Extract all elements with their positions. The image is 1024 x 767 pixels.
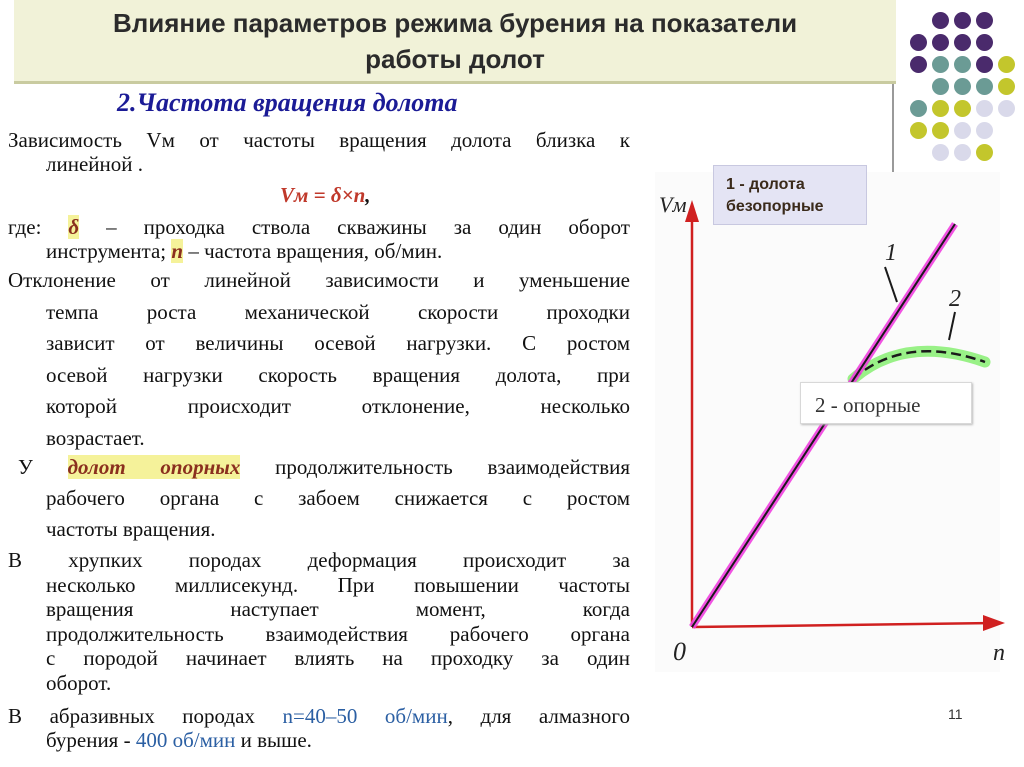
series-1-line (692, 224, 955, 627)
paragraph-line: продолжительность взаимодействия рабочего органа (46, 621, 630, 646)
paragraph-abrasive-line2 (46, 728, 630, 752)
paragraph-line: Отклонение от линейной зависимости и уменьшение (8, 268, 630, 292)
formula-comma: , (365, 183, 371, 207)
decorative-dot (932, 12, 949, 29)
n-definition: – частота вращения, об/мин. (183, 239, 443, 263)
origin-label: 0 (673, 637, 686, 666)
diamond-text: бурения - (46, 728, 136, 752)
divider-line (892, 84, 894, 182)
paragraph-line: рабочего органа с забоем снижается с ростом (46, 486, 630, 510)
page-number: 11 (948, 706, 963, 722)
decorative-dot (954, 78, 971, 95)
legend-item-non-bearing (713, 165, 867, 225)
series-1-label: 1 (885, 240, 897, 266)
where-label: где: (8, 215, 69, 239)
paragraph-roller-bits (18, 455, 630, 479)
paragraph-line: осевой нагрузки скорость вращения долота, при (46, 362, 630, 387)
y-axis-label: Vм (659, 192, 687, 217)
roller-text: продолжительность взаимодействия (240, 455, 631, 479)
series-1-pointer (885, 267, 897, 302)
n-symbol: n (171, 239, 184, 263)
roller-prefix: У (18, 455, 68, 479)
decorative-dot (910, 56, 927, 73)
decorative-dot (976, 56, 993, 73)
paragraph-where (8, 215, 630, 239)
legend-item-1-line1: 1 - долота (726, 176, 805, 193)
series-2-pointer (949, 312, 955, 340)
decorative-dot (998, 100, 1015, 117)
decorative-dot (976, 34, 993, 51)
decorative-dot (998, 56, 1015, 73)
slide-title-box (14, 0, 896, 84)
paragraph-line: с породой начинает влиять на проходку за один (46, 646, 630, 670)
delta-definition: – проходка ствола скважины за один оборот (79, 215, 630, 239)
decorative-dot (932, 144, 949, 161)
paragraph-line: несколько миллисекунд. При повышении частоты (46, 572, 630, 597)
subtitle: 2.Частота вращения долота (117, 88, 458, 117)
paragraph-line: темпа роста механической скорости проходки (46, 299, 630, 324)
decorative-dot (976, 100, 993, 117)
slide-title-line2: работы долот (365, 43, 545, 74)
x-axis (692, 623, 995, 627)
decorative-dot (910, 122, 927, 139)
decorative-dot (976, 122, 993, 139)
paragraph-where-line2 (46, 239, 630, 263)
decorative-dot (932, 100, 949, 117)
decorative-dot (954, 34, 971, 51)
decorative-dot (932, 34, 949, 51)
x-axis-label: n (993, 640, 1005, 666)
decorative-dot (932, 78, 949, 95)
diamond-suffix: и выше. (235, 728, 312, 752)
decorative-dot (932, 122, 949, 139)
paragraph-line: которой происходит отклонение, несколько (46, 394, 630, 418)
decorative-dot (976, 78, 993, 95)
decorative-dot (976, 144, 993, 161)
paragraph-abrasive (8, 704, 630, 728)
paragraph-line: линейной . (46, 152, 143, 176)
decorative-dot (976, 12, 993, 29)
formula (280, 183, 371, 208)
paragraph-line: оборот. (46, 670, 112, 695)
abrasive-mid: , для алмазного (447, 704, 630, 728)
paragraph-line: В хрупких породах деформация происходит за (8, 548, 630, 572)
abrasive-prefix: В абразивных породах (8, 704, 283, 728)
decorative-dot (932, 56, 949, 73)
paragraph-dependence (8, 128, 630, 152)
decorative-dot (954, 122, 971, 139)
paragraph-line: зависит от величины осевой нагрузки. С ростом (46, 331, 630, 355)
decorative-dots (910, 12, 1020, 168)
series-2-label: 2 (949, 286, 961, 312)
legend-item-1-line2: безопорные (726, 198, 824, 215)
decorative-dot (954, 144, 971, 161)
decorative-dot (954, 12, 971, 29)
decorative-dot (998, 78, 1015, 95)
formula-expression: Vм = δ×n (280, 183, 366, 207)
diamond-value: 400 об/мин (135, 728, 236, 752)
decorative-dot (910, 100, 927, 117)
abrasive-value: n=40–50 об/мин (282, 704, 448, 728)
roller-bits-highlight: долот опорных (67, 455, 241, 479)
delta-symbol: δ (68, 215, 80, 239)
legend-item-bearing: 2 - опорные (800, 382, 972, 424)
decorative-dot (954, 56, 971, 73)
y-axis-arrow (685, 200, 699, 222)
paragraph-line: вращения наступает момент, когда (46, 597, 630, 621)
instrument-text: инструмента; (46, 239, 172, 263)
x-axis-arrow (983, 615, 1005, 631)
decorative-dot (910, 34, 927, 51)
decorative-dot (954, 100, 971, 117)
paragraph-line: частоты вращения. (46, 517, 216, 541)
paragraph-line: Зависимость Vм от частоты вращения долота близка к (8, 128, 630, 152)
paragraph-line: возрастает. (46, 425, 145, 450)
slide-title-line1: Влияние параметров режима бурения на показатели (112, 7, 798, 38)
